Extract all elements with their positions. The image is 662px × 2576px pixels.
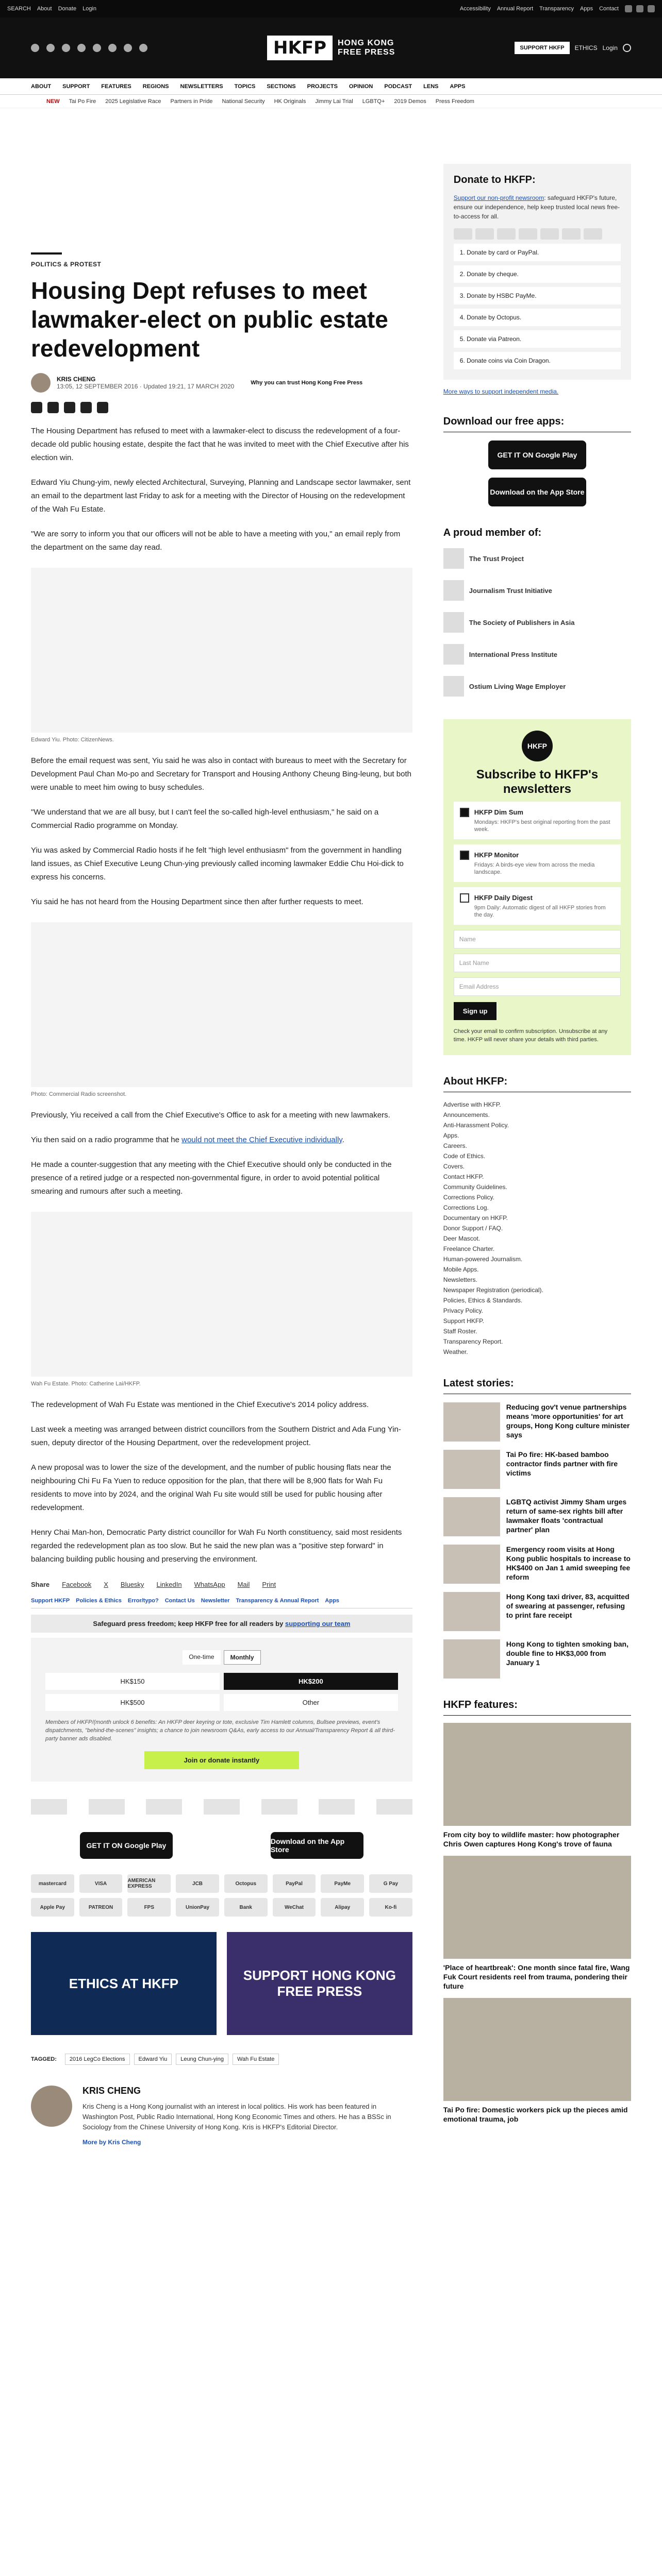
checkbox-unchecked[interactable] xyxy=(460,893,469,903)
x-icon[interactable] xyxy=(636,5,643,12)
visa-icon xyxy=(475,228,494,240)
feature-item[interactable] xyxy=(443,1856,631,1991)
accessibility-link[interactable]: Accessibility xyxy=(459,6,491,12)
member-item[interactable]: Ostium Living Wage Employer xyxy=(443,674,631,699)
about-section xyxy=(443,1076,631,1357)
living-wage-icon xyxy=(443,676,464,697)
feature-image[interactable] xyxy=(443,1856,631,1959)
amount-option[interactable]: HK$500 xyxy=(45,1694,220,1711)
section-label[interactable]: POLITICS & PROTEST xyxy=(31,261,102,268)
author-avatar[interactable] xyxy=(31,373,51,393)
donate-option[interactable]: 4. Donate by Octopus. xyxy=(454,309,621,326)
ipi-icon xyxy=(443,644,464,665)
latest-title: Latest stories: xyxy=(443,1378,514,1389)
story-thumbnail[interactable] xyxy=(443,1639,500,1679)
about-link[interactable]: Freelance Charter. xyxy=(443,1245,495,1252)
story-headline[interactable]: Hong Kong to tighten smoking ban, double fine to HK$3,000 from January 1 xyxy=(506,1640,628,1667)
gpay-icon xyxy=(562,228,581,240)
contact-link[interactable]: Contact xyxy=(599,6,619,12)
member-logo[interactable] xyxy=(261,1799,297,1815)
facebook-icon[interactable] xyxy=(31,402,42,413)
story-headline[interactable]: Hong Kong taxi driver, 83, acquitted of swearing at passenger, refusing to print fare receipt xyxy=(506,1592,630,1619)
newsletter-signup xyxy=(443,719,631,1055)
article-image xyxy=(31,922,412,1087)
story-item[interactable] xyxy=(443,1402,631,1442)
amount-option[interactable]: HK$150 xyxy=(45,1673,220,1690)
app-store-badge[interactable]: Download on the App Store xyxy=(488,478,586,506)
apps-title: Download our free apps: xyxy=(443,416,565,427)
donate-option[interactable]: 1. Donate by card or PayPal. xyxy=(454,244,621,261)
section-rule xyxy=(31,252,62,255)
member-logos xyxy=(31,1799,412,1815)
share-label: Share xyxy=(31,1581,50,1588)
tags-label: TAGGED: xyxy=(31,2056,57,2062)
trending-link[interactable]: Jimmy Lai Trial xyxy=(315,98,353,105)
share-row xyxy=(31,1581,412,1588)
amount-other[interactable]: Other xyxy=(224,1694,398,1711)
about-link[interactable]: Anti-Harassment Policy. xyxy=(443,1122,509,1129)
payment-logo: WeChat xyxy=(273,1898,316,1917)
mail-icon[interactable] xyxy=(139,44,147,52)
about-link[interactable]: Staff Roster. xyxy=(443,1328,477,1335)
about-link[interactable]: Careers. xyxy=(443,1142,467,1149)
header-login-link[interactable]: Login xyxy=(602,44,618,52)
about-link[interactable]: Donor Support / FAQ. xyxy=(443,1225,503,1232)
payment-logo: AMERICAN EXPRESS xyxy=(127,1874,171,1893)
author-bio-name[interactable]: KRIS CHENG xyxy=(82,2086,141,2096)
site-logo[interactable] xyxy=(267,36,395,60)
payment-logo: PayPal xyxy=(273,1874,316,1893)
checkbox-checked[interactable] xyxy=(460,808,469,817)
paragraph: Edward Yiu Chung-yim, newly elected Architectural, Surveying, Planning and Landscape sector lawmaker, sent an email to the department last Friday to ask for a meeting with the Director of Housing on the redevelopment of the Wah Fu Estate. xyxy=(31,478,411,514)
join-donate-button[interactable]: Join or donate instantly xyxy=(144,1751,299,1769)
paragraph: Yiu said he has not heard from the Housing Department since then after further requests to meet. xyxy=(31,897,363,906)
story-item[interactable] xyxy=(443,1497,631,1536)
donate-note: Members of HKFP/(month unlock 6 benefits: An HKFP deer keyring or tote, exclusive Tim Hamlett columns, Bullsee previews, event's dispatchments, "behind-the-scenes" insights; a chance to join newsroom Q&As, early access to our Annual/Transparency Report & all third-party banner ads disabled. xyxy=(45,1719,395,1742)
threads-icon[interactable] xyxy=(93,44,101,52)
apps-link[interactable]: Apps xyxy=(580,6,593,12)
story-headline[interactable]: Emergency room visits at Hong Kong public hospitals to increase to HK$400 on Jan 1 amid sweeping fee reform xyxy=(506,1545,631,1581)
about-link[interactable]: Apps. xyxy=(443,1132,459,1139)
donate-option[interactable]: 3. Donate by HSBC PayMe. xyxy=(454,287,621,304)
image-caption: Photo: Commercial Radio screenshot. xyxy=(31,1091,127,1097)
tag[interactable]: Wah Fu Estate xyxy=(233,2054,279,2065)
payment-logo: JCB xyxy=(176,1874,219,1893)
nav-topics[interactable]: TOPICS xyxy=(234,83,256,90)
telegram-icon[interactable] xyxy=(108,44,117,52)
trending-link[interactable]: 2019 Demos xyxy=(394,98,426,105)
hkfp-badge: HKFP xyxy=(522,731,553,761)
jti-icon xyxy=(443,580,464,601)
more-by-author-link[interactable]: More by Kris Cheng xyxy=(82,2139,141,2146)
feature-item[interactable] xyxy=(443,1723,631,1849)
nav-podcast[interactable]: PODCAST xyxy=(384,83,412,90)
donate-link[interactable]: Donate xyxy=(58,6,77,12)
trust-link[interactable]: Why you can trust Hong Kong Free Press xyxy=(251,380,363,386)
image-caption: Edward Yiu. Photo: CitizenNews. xyxy=(31,737,114,743)
feature-image[interactable] xyxy=(443,1723,631,1826)
paragraph: Last week a meeting was arranged between district councillors from the Southern District and Ada Fung Yin-suen, deputy director of the Housing Department, over the redevelopment project. xyxy=(31,1425,401,1447)
payment-logo: Apple Pay xyxy=(31,1898,74,1917)
freq-one-time[interactable]: One-time xyxy=(183,1650,220,1665)
story-thumbnail[interactable] xyxy=(443,1497,500,1536)
paragraph: Previously, Yiu received a call from the Chief Executive's Office to ask for a meeting with new lawmakers. xyxy=(31,1111,390,1120)
instagram-icon[interactable] xyxy=(62,44,70,52)
amex-icon xyxy=(497,228,516,240)
member-item[interactable]: The Trust Project xyxy=(443,546,631,571)
about-link[interactable]: Support HKFP. xyxy=(443,1317,484,1325)
about-link[interactable]: Human-powered Journalism. xyxy=(443,1256,523,1263)
about-link[interactable]: Corrections Policy. xyxy=(443,1194,494,1201)
member-item[interactable]: Journalism Trust Initiative xyxy=(443,578,631,603)
paragraph: Henry Chai Man-hon, Democratic Party district councillor for Wah Fu North constituency, said most residents regarded the redevelopment plan as too slow. But he said the new plan was a "positive step forward" in balancing building public housing and preserving the environment. xyxy=(31,1528,402,1564)
article-image xyxy=(31,568,412,733)
payment-icons xyxy=(454,228,621,240)
story-item[interactable] xyxy=(443,1450,631,1489)
about-link[interactable]: Code of Ethics. xyxy=(443,1153,486,1160)
trust-project-icon xyxy=(443,548,464,569)
trending-bar xyxy=(0,95,662,108)
name-input[interactable]: Name xyxy=(454,930,621,948)
newsletter-note: Check your email to confirm subscription. Unsubscribe at any time. HKFP will never share your details with third parties. xyxy=(453,1028,608,1043)
signup-button[interactable]: Sign up xyxy=(454,1002,497,1020)
about-link[interactable]: Policies, Ethics & Standards. xyxy=(443,1297,523,1304)
footer-link[interactable]: Newsletter xyxy=(201,1598,230,1604)
login-link[interactable]: Login xyxy=(82,6,96,12)
feature-headline[interactable]: 'Place of heartbreak': One month since fatal fire, Wang Fuk Court residents reel from trauma, pondering their future xyxy=(443,1963,630,1990)
payment-logos xyxy=(31,1874,412,1917)
about-link[interactable]: About xyxy=(37,6,52,12)
about-link[interactable]: Corrections Log. xyxy=(443,1204,489,1211)
nav-features[interactable]: FEATURES xyxy=(101,83,131,90)
whatsapp-icon[interactable] xyxy=(124,44,132,52)
trending-link[interactable]: National Security xyxy=(222,98,265,105)
image-caption: Wah Fu Estate. Photo: Catherine Lai/HKFP. xyxy=(31,1381,141,1387)
link-icon[interactable] xyxy=(97,402,108,413)
nav-opinion[interactable]: OPINION xyxy=(349,83,373,90)
whatsapp-icon[interactable] xyxy=(64,402,75,413)
story-item[interactable] xyxy=(443,1545,631,1584)
story-headline[interactable]: Tai Po fire: HK-based bamboo contractor finds partner with fire victims xyxy=(506,1450,618,1477)
nav-regions[interactable]: REGIONS xyxy=(142,83,169,90)
app-store-badges xyxy=(31,1832,412,1859)
search-link[interactable]: SEARCH xyxy=(7,6,31,12)
story-item[interactable] xyxy=(443,1639,631,1679)
promo-banners xyxy=(31,1932,412,2035)
story-item[interactable] xyxy=(443,1592,631,1631)
article-title: Housing Dept refuses to meet lawmaker-elect on public estate redevelopment xyxy=(31,277,388,362)
member-logo[interactable] xyxy=(319,1799,355,1815)
share-whatsapp[interactable]: WhatsApp xyxy=(194,1581,225,1588)
payment-logo: PATREON xyxy=(79,1898,123,1917)
sopa-icon xyxy=(443,612,464,633)
story-thumbnail[interactable] xyxy=(443,1592,500,1631)
transparency-link[interactable]: Transparency xyxy=(539,6,574,12)
paragraph: Before the email request was sent, Yiu said he was also in contact with bureaus to meet with the Secretary for Development Paul Chan Mo-po and Secretary for Transport and Housing Anthony Cheung Bing-leung, but both were unable to meet him owing to busy schedules. xyxy=(31,756,411,792)
donate-option[interactable]: 6. Donate coins via Coin Dragon. xyxy=(454,352,621,369)
feature-headline[interactable]: Tai Po fire: Domestic workers pick up the pieces amid emotional trauma, job xyxy=(443,2106,628,2123)
nav-newsletters[interactable]: NEWSLETTERS xyxy=(180,83,223,90)
annual-report-link[interactable]: Annual Report xyxy=(496,6,534,12)
share-print[interactable]: Print xyxy=(262,1581,276,1588)
member-logo[interactable] xyxy=(31,1799,67,1815)
sidebar xyxy=(443,108,631,2146)
logo-mark: HKFP xyxy=(267,36,333,60)
payment-logo: Ko-fi xyxy=(369,1898,412,1917)
about-link[interactable]: Contact HKFP. xyxy=(443,1173,484,1180)
google-play-badge[interactable]: GET IT ON Google Play xyxy=(488,440,586,469)
payment-logo: Octopus xyxy=(224,1874,268,1893)
feature-item[interactable] xyxy=(443,1998,631,2124)
latest-stories xyxy=(443,1378,631,1679)
story-thumbnail[interactable] xyxy=(443,1450,500,1489)
nav-apps[interactable]: APPS xyxy=(450,83,466,90)
google-play-badge[interactable]: GET IT ON Google Play xyxy=(80,1832,173,1859)
ethics-promo[interactable]: ETHICS AT HKFP xyxy=(31,1932,217,2035)
share-facebook[interactable]: Facebook xyxy=(62,1581,92,1588)
member-item[interactable]: International Press Institute xyxy=(443,642,631,667)
facebook-icon[interactable] xyxy=(31,44,39,52)
newsletter-title: Subscribe to HKFP's newsletters xyxy=(476,768,599,796)
paragraph: A new proposal was to lower the size of the development, and the number of public housing flats near the neighbouring Chi Fu Fa Yuen to reduce opposition for the plan, that there will be 8,900 flats for Wah Fu residents to move into by 2024, and the original Wah Fu site would still be used for public housing after redevelopment. xyxy=(31,1463,391,1512)
donate-option[interactable]: 2. Donate by cheque. xyxy=(454,265,621,283)
paragraph: Yiu then said on a radio programme that he would not meet the Chief Executive individually. xyxy=(31,1136,344,1144)
paragraph: He made a counter-suggestion that any meeting with the Chief Executive should only be conducted in the presence of a retired judge or a respected non-governmental figure, in order to avoid potential political smearing and rumours after such a meeting. xyxy=(31,1160,392,1196)
mail-icon[interactable] xyxy=(80,402,92,413)
email-input[interactable]: Email Address xyxy=(454,977,621,996)
last-name-input[interactable]: Last Name xyxy=(454,954,621,972)
footer-link[interactable]: Apps xyxy=(325,1598,339,1604)
donate-box: Donate to HKFP: Support our non-profit newsroom: safeguard HKFP's future, ensure our independence, help keep trusted local news free-to-access for all. 1. Donate by card or PayPal. 2. Donate by cheque. 3. Donate by HSBC PayMe. 4. Donate by Octopus. 5. Donate via Patreon. 6. Donate coins via Coin Dragon. xyxy=(443,164,631,380)
nav-lens[interactable]: LENS xyxy=(423,83,439,90)
member-logo[interactable] xyxy=(376,1799,412,1815)
about-title: About HKFP: xyxy=(443,1076,508,1087)
about-link[interactable]: Documentary on HKFP. xyxy=(443,1214,508,1222)
more-ways-link[interactable]: More ways to support independent media. xyxy=(443,388,559,395)
paragraph: The Housing Department has refused to meet with a lawmaker-elect to discuss the redevelopment of a four-decade old public housing estate, despite the fact that he was invited to meet with the Chief Executive after his election win. xyxy=(31,427,409,462)
ethics-link[interactable]: ETHICS xyxy=(574,44,598,52)
about-link[interactable]: Advertise with HKFP. xyxy=(443,1101,501,1108)
about-link[interactable]: Newsletters. xyxy=(443,1276,477,1283)
support-team-link[interactable]: supporting our team xyxy=(285,1620,351,1628)
story-headline[interactable]: Reducing gov't venue partnerships means 'more opportunities' for art groups, Hong Kong culture minister says xyxy=(506,1403,630,1439)
about-link[interactable]: Mobile Apps. xyxy=(443,1266,479,1273)
nav-support[interactable]: SUPPORT xyxy=(62,83,90,90)
facebook-icon[interactable] xyxy=(625,5,632,12)
payment-logo: UnionPay xyxy=(176,1898,219,1917)
new-badge: NEW xyxy=(46,98,60,105)
jcb-icon xyxy=(519,228,537,240)
nav-projects[interactable]: PROJECTS xyxy=(307,83,338,90)
story-headline[interactable]: LGBTQ activist Jimmy Sham urges return of same-sex rights bill after lawmaker floats 'contractual partner' plan xyxy=(506,1498,627,1534)
support-hkfp-button[interactable]: SUPPORT HKFP xyxy=(515,42,569,54)
about-link[interactable]: Deer Mascot. xyxy=(443,1235,481,1242)
about-link[interactable]: Privacy Policy. xyxy=(443,1307,483,1314)
site-header xyxy=(0,18,662,78)
tag[interactable]: Leung Chun-ying xyxy=(176,2054,228,2065)
amount-option-selected[interactable]: HK$200 xyxy=(224,1673,398,1690)
newsletter-option[interactable]: HKFP Dim Sum Mondays: HKFP's best original reporting from the past week. xyxy=(454,802,621,839)
article xyxy=(31,108,412,2146)
share-icons xyxy=(31,402,412,413)
footer-link[interactable]: Policies & Ethics xyxy=(76,1598,122,1604)
tags xyxy=(31,2054,412,2065)
safeguard-banner: Safeguard press freedom; keep HKFP free for all readers by supporting our team xyxy=(31,1615,412,1633)
member-logo[interactable] xyxy=(89,1799,125,1815)
main-nav xyxy=(0,78,662,95)
paragraph: The redevelopment of Wah Fu Estate was mentioned in the Chief Executive's 2014 policy address. xyxy=(31,1400,369,1409)
utility-bar xyxy=(0,0,662,18)
trending-link[interactable]: LGBTQ+ xyxy=(362,98,385,105)
nav-about[interactable]: ABOUT xyxy=(31,83,52,90)
tag[interactable]: 2016 LegCo Elections xyxy=(65,2054,130,2065)
x-icon[interactable] xyxy=(47,402,59,413)
story-thumbnail[interactable] xyxy=(443,1402,500,1442)
paragraph: "We are sorry to inform you that our officers will not be able to have a meeting with you," an email reply from the department on the same day read. xyxy=(31,530,401,552)
author-name[interactable]: KRIS CHENG xyxy=(57,376,96,383)
member-logo[interactable] xyxy=(204,1799,240,1815)
donate-option[interactable]: 5. Donate via Patreon. xyxy=(454,330,621,348)
about-link[interactable]: Weather. xyxy=(443,1348,468,1355)
applepay-icon xyxy=(584,228,602,240)
nav-sections[interactable]: SECTIONS xyxy=(267,83,296,90)
x-icon[interactable] xyxy=(46,44,55,52)
tag[interactable]: Edward Yiu xyxy=(134,2054,172,2065)
payment-logo: Bank xyxy=(224,1898,268,1917)
feature-headline[interactable]: From city boy to wildlife master: how photographer Chris Owen captures Hong Kong's trove of fauna xyxy=(443,1831,620,1848)
feature-image[interactable] xyxy=(443,1998,631,2101)
donate-widget xyxy=(31,1638,412,1782)
author-bio xyxy=(31,2086,412,2146)
trending-link[interactable]: Press Freedom xyxy=(435,98,474,105)
member-logo[interactable] xyxy=(146,1799,182,1815)
support-newsroom-link[interactable]: Support our non-profit newsroom xyxy=(453,194,544,201)
features-title: HKFP features: xyxy=(443,1699,518,1710)
hkfp-features xyxy=(443,1699,631,2124)
app-store-badge[interactable]: Download on the App Store xyxy=(271,1832,363,1859)
inline-link[interactable]: would not meet the Chief Executive individually xyxy=(181,1136,342,1144)
share-bluesky[interactable]: Bluesky xyxy=(120,1581,144,1588)
social-icons xyxy=(31,44,147,52)
share-linkedin[interactable]: LinkedIn xyxy=(156,1581,182,1588)
byline xyxy=(31,373,412,393)
checkbox-checked[interactable] xyxy=(460,851,469,860)
story-thumbnail[interactable] xyxy=(443,1545,500,1584)
article-dates: 13:05, 12 SEPTEMBER 2016 · Updated 19:21, 17 MARCH 2020 xyxy=(57,383,235,390)
about-link[interactable]: Newspaper Registration (periodical). xyxy=(443,1286,543,1294)
paypal-icon xyxy=(540,228,559,240)
payment-logo: VISA xyxy=(79,1874,123,1893)
share-x[interactable]: X xyxy=(104,1581,108,1588)
trending-link[interactable]: HK Originals xyxy=(274,98,306,105)
trending-link[interactable]: Tai Po Fire xyxy=(69,98,96,105)
footer-link[interactable]: Transparency & Annual Report xyxy=(236,1598,319,1604)
payment-logo: PayMe xyxy=(321,1874,364,1893)
members-title: A proud member of: xyxy=(443,527,542,538)
instagram-icon[interactable] xyxy=(648,5,655,12)
search-icon[interactable] xyxy=(623,44,631,52)
trending-link[interactable]: 2025 Legislative Race xyxy=(105,98,161,105)
trending-link[interactable]: Partners in Pride xyxy=(170,98,213,105)
footer-link[interactable]: Contact Us xyxy=(164,1598,195,1604)
logo-line2: FREE PRESS xyxy=(338,48,395,57)
article-footer-links xyxy=(31,1598,412,1608)
footer-link[interactable]: Error/typo? xyxy=(127,1598,159,1604)
donate-title: Donate to HKFP: xyxy=(453,174,536,185)
about-link[interactable]: Transparency Report. xyxy=(443,1338,503,1345)
about-link[interactable]: Covers. xyxy=(443,1163,465,1170)
article-image xyxy=(31,1212,412,1377)
payment-logo: Alipay xyxy=(321,1898,364,1917)
logo-line1: HONG KONG xyxy=(338,39,394,47)
about-link[interactable]: Announcements. xyxy=(443,1111,490,1118)
freq-monthly[interactable]: Monthly xyxy=(224,1650,261,1665)
author-avatar[interactable] xyxy=(31,2086,72,2127)
members-section xyxy=(443,527,631,699)
footer-link[interactable]: Support HKFP xyxy=(31,1598,70,1604)
payment-logo: mastercard xyxy=(31,1874,74,1893)
paragraph: "We understand that we are all busy, but I can't feel the so-called high-level enthusiasm," he said on a Commercial Radio programme on Monday. xyxy=(31,808,379,830)
mastercard-icon xyxy=(454,228,472,240)
payment-logo: G Pay xyxy=(369,1874,412,1893)
share-mail[interactable]: Mail xyxy=(237,1581,250,1588)
apps-section xyxy=(443,416,631,506)
author-bio-text: Kris Cheng is a Hong Kong journalist with an interest in local politics. His work has been featured in Washington Post, Public Radio International, Hong Kong Economic Times and others. He has a BSSc in Sociology from the Chinese University of Hong Kong. Kris is HKFP's Editorial Director. xyxy=(82,2103,391,2131)
payment-logo: FPS xyxy=(127,1898,171,1917)
member-item[interactable]: The Society of Publishers in Asia xyxy=(443,610,631,635)
newsletter-option[interactable]: HKFP Daily Digest 9pm Daily: Automatic digest of all HKFP stories from the day. xyxy=(454,887,621,925)
youtube-icon[interactable] xyxy=(77,44,86,52)
support-promo[interactable]: SUPPORT HONG KONG FREE PRESS xyxy=(227,1932,412,2035)
paragraph: Yiu was asked by Commercial Radio hosts if he felt "high level enthusiasm" from the government in handling land issues, as Chief Executive Leung Chun-ying previously called incoming lawmaker Eddie Chu Hoi-dick to express his concerns. xyxy=(31,846,404,882)
about-link[interactable]: Community Guidelines. xyxy=(443,1183,507,1191)
newsletter-option[interactable]: HKFP Monitor Fridays: A birds-eye view from across the media landscape. xyxy=(454,844,621,882)
